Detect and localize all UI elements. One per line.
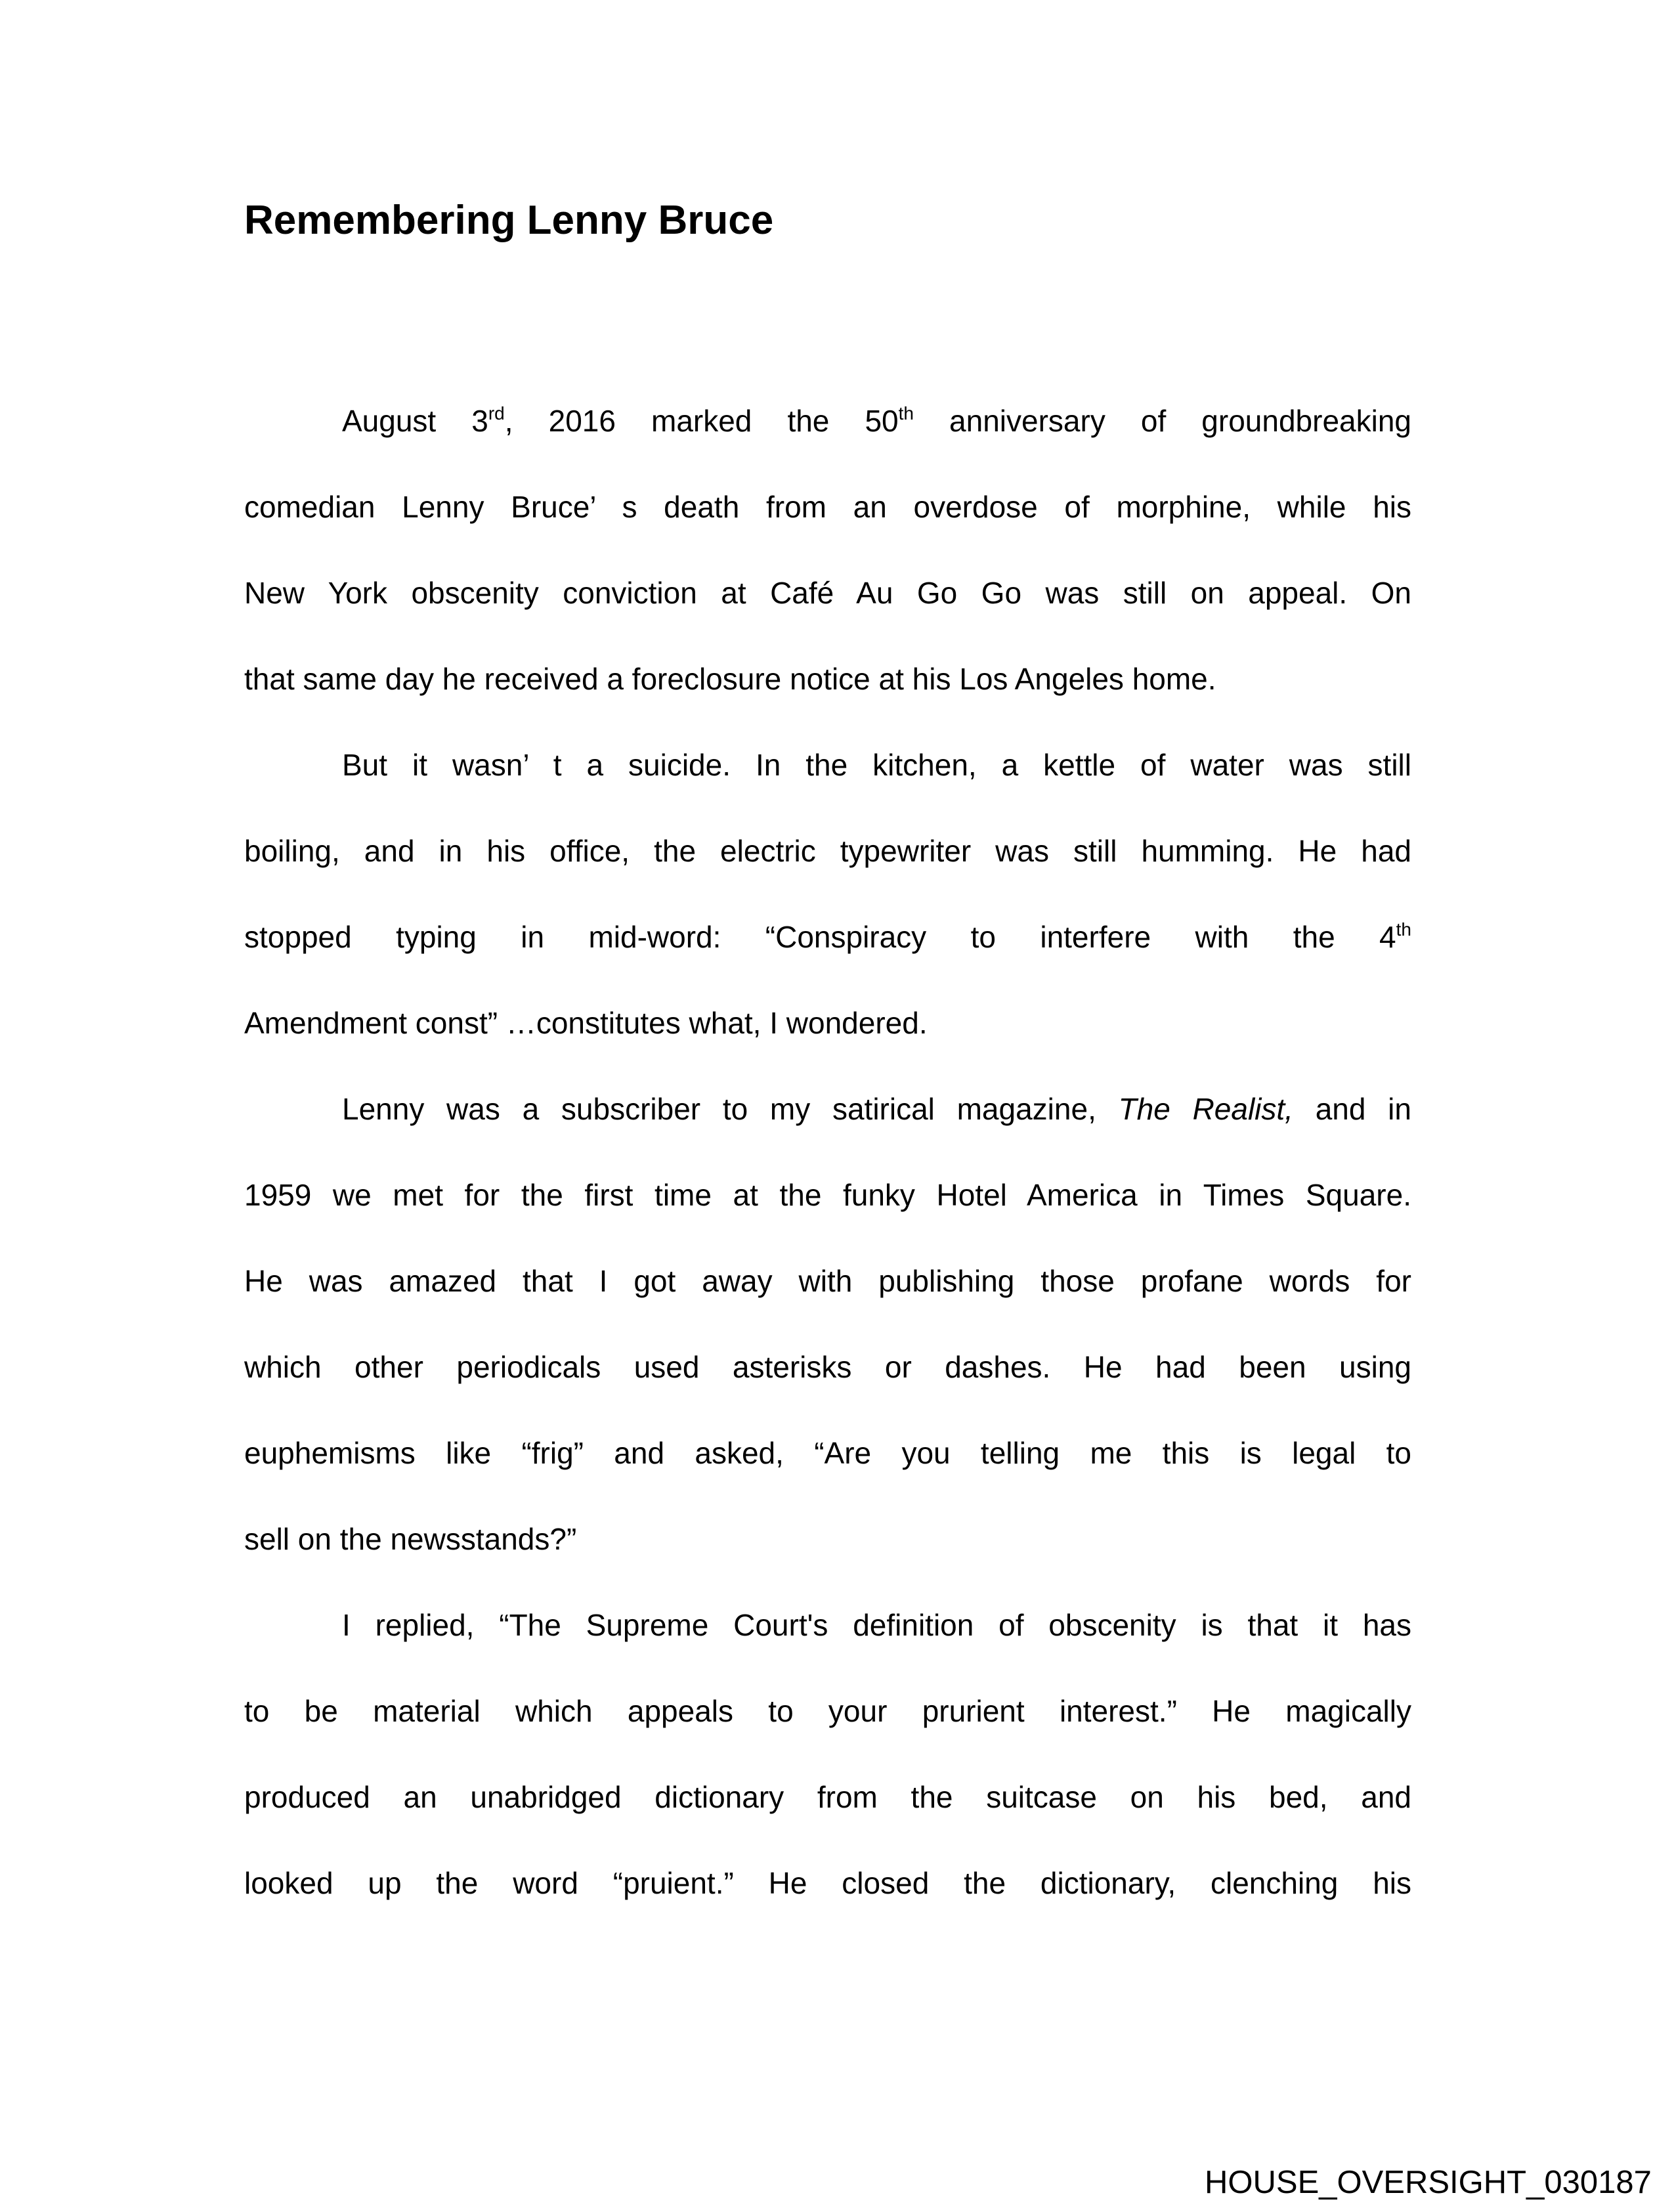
text: anniversary of groundbreaking xyxy=(913,404,1411,438)
text-line xyxy=(244,378,1411,464)
paragraph-4 xyxy=(244,1582,1411,1926)
text: , 2016 marked the 50 xyxy=(504,404,899,438)
text-line: euphemisms like “frig” and asked, “Are you telling me this is legal to xyxy=(244,1436,1411,1470)
text: Lenny was a subscriber to my satirical magazine, xyxy=(342,1092,1119,1126)
text-line: that same day he received a foreclosure notice at his Los Angeles home. xyxy=(244,662,1216,696)
text-line: I replied, “The Supreme Court's definition of obscenity is that it has xyxy=(342,1608,1411,1642)
text: stopped typing in mid-word: “Conspiracy to interfere with the 4 xyxy=(244,920,1396,954)
text-line: But it wasn’ t a suicide. In the kitchen, a kettle of water was still xyxy=(342,748,1411,782)
paragraph-3 xyxy=(244,1066,1411,1582)
text-line: New York obscenity conviction at Café Au Go Go was still on appeal. On xyxy=(244,576,1411,610)
text: August 3 xyxy=(342,404,488,438)
text-line: which other periodicals used asterisks or dashes. He had been using xyxy=(244,1350,1411,1384)
text-line: 1959 we met for the first time at the funky Hotel America in Times Square. xyxy=(244,1178,1411,1212)
text-line: Amendment const” …constitutes what, I wondered. xyxy=(244,1006,928,1040)
text-line xyxy=(244,1066,1411,1152)
text-line: sell on the newsstands?” xyxy=(244,1522,577,1556)
paragraph-2 xyxy=(244,722,1411,1066)
text-line: comedian Lenny Bruce’ s death from an overdose of morphine, while his xyxy=(244,490,1411,524)
text-line: to be material which appeals to your prurient interest.” He magically xyxy=(244,1694,1411,1728)
article-body xyxy=(244,378,1411,1926)
text-line: produced an unabridged dictionary from the suitcase on his bed, and xyxy=(244,1780,1411,1814)
superscript: rd xyxy=(488,403,505,423)
magazine-title: The Realist, xyxy=(1118,1092,1293,1126)
text-line: boiling, and in his office, the electric typewriter was still humming. He had xyxy=(244,834,1411,868)
paragraph-1 xyxy=(244,378,1411,722)
text: and in xyxy=(1293,1092,1411,1126)
text-line: He was amazed that I got away with publishing those profane words for xyxy=(244,1264,1411,1298)
text-line: looked up the word “pruient.” He closed the dictionary, clenching his xyxy=(244,1866,1411,1900)
bates-number: HOUSE_OVERSIGHT_030187 xyxy=(1205,2165,1652,2200)
superscript: th xyxy=(1396,919,1411,940)
text-line xyxy=(244,894,1411,980)
page-title: Remembering Lenny Bruce xyxy=(244,198,774,243)
superscript: th xyxy=(898,403,914,423)
